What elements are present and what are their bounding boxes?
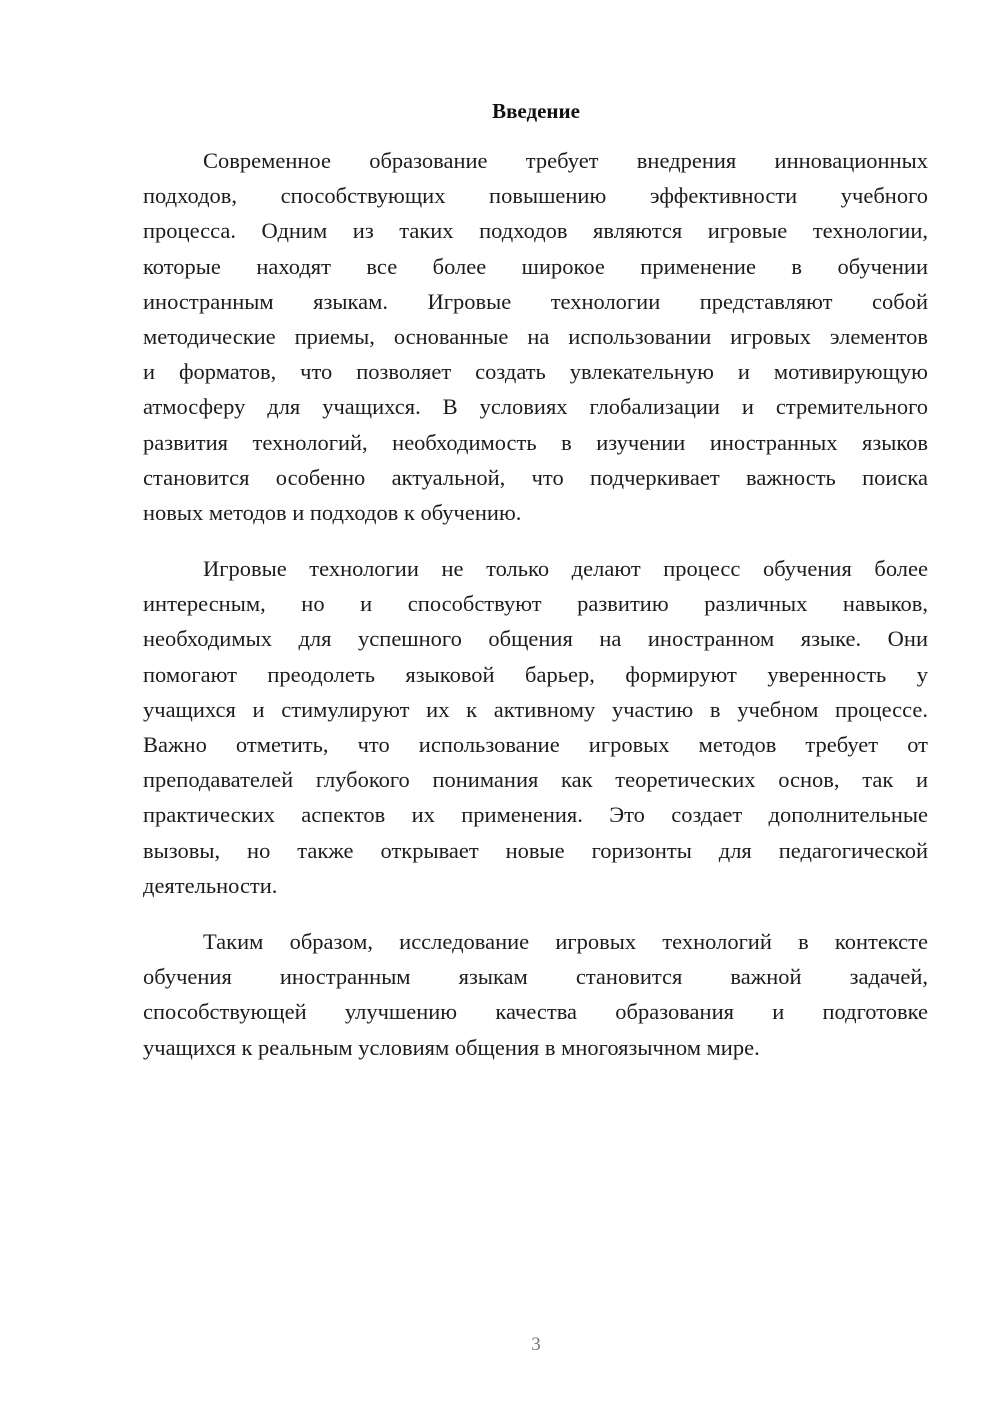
text-line: способствующей улучшению качества образования и подготовке bbox=[143, 999, 928, 1025]
text-line: деятельности. bbox=[143, 872, 278, 898]
text-line: Важно отметить, что использование игровых методов требует от bbox=[143, 731, 928, 757]
paragraph-3 bbox=[143, 924, 928, 1065]
text-line: методические приемы, основанные на использовании игровых элементов bbox=[143, 323, 928, 349]
paragraph-1 bbox=[143, 143, 928, 530]
text-line: подходов, способствующих повышению эффективности учебного bbox=[143, 183, 928, 209]
text-line: вызовы, но также открывает новые горизонты для педагогической bbox=[143, 837, 928, 863]
text-line: Таким образом, исследование игровых технологий в контексте bbox=[203, 929, 928, 954]
text-line: преподавателей глубокого понимания как теоретических основ, так и bbox=[143, 767, 928, 793]
section-heading: Введение bbox=[492, 99, 580, 123]
page-number: 3 bbox=[531, 1334, 541, 1355]
text-line: процесса. Одним из таких подходов являются игровые технологии, bbox=[143, 218, 928, 244]
text-line: становится особенно актуальной, что подчеркивает важность поиска bbox=[143, 464, 928, 490]
text-line: Современное образование требует внедрения инновационных bbox=[203, 148, 928, 173]
text-line: и форматов, что позволяет создать увлекательную и мотивирующую bbox=[143, 359, 928, 385]
text-line: обучения иностранным языкам становится важной задачей, bbox=[143, 964, 928, 990]
paragraph-2 bbox=[143, 551, 928, 903]
text-line: необходимых для успешного общения на иностранном языке. Они bbox=[143, 626, 928, 652]
text-line: Игровые технологии не только делают процесс обучения более bbox=[203, 556, 928, 581]
text-line: интересным, но и способствуют развитию различных навыков, bbox=[143, 591, 928, 617]
text-line: новых методов и подходов к обучению. bbox=[143, 499, 522, 525]
text-line: развития технологий, необходимость в изучении иностранных языков bbox=[143, 429, 928, 455]
text-line: учащихся и стимулируют их к активному участию в учебном процессе. bbox=[143, 696, 928, 722]
text-line: учащихся к реальным условиям общения в многоязычном мире. bbox=[143, 1034, 760, 1060]
text-line: которые находят все более широкое применение в обучении bbox=[143, 253, 928, 279]
text-line: иностранным языкам. Игровые технологии представляют собой bbox=[143, 288, 928, 314]
text-line: атмосферу для учащихся. В условиях глобализации и стремительного bbox=[143, 394, 928, 420]
text-line: практических аспектов их применения. Это создает дополнительные bbox=[143, 802, 928, 828]
text-line: помогают преодолеть языковой барьер, формируют уверенность у bbox=[143, 661, 928, 687]
